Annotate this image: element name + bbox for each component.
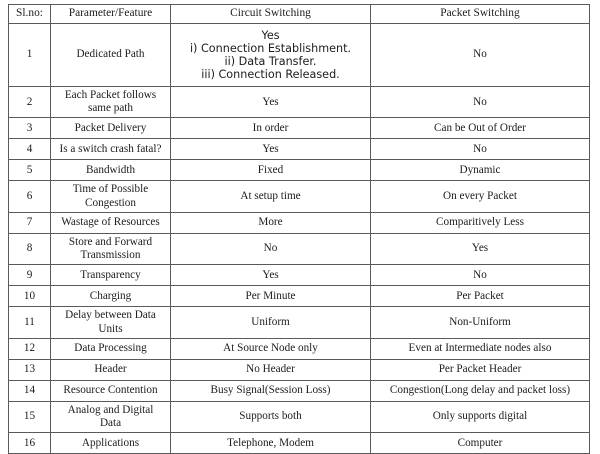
cell-parameter: Is a switch crash fatal? bbox=[51, 139, 171, 160]
cell-circuit-switching: Yes bbox=[171, 87, 371, 118]
cell-circuit-switching-line: i) Connection Establishment. bbox=[189, 41, 352, 55]
cell-circuit-switching: Uniform bbox=[171, 307, 371, 338]
cell-packet-switching: No bbox=[371, 139, 590, 160]
table-row bbox=[9, 286, 590, 307]
table-row bbox=[9, 139, 590, 160]
cell-circuit-switching: Supports both bbox=[171, 401, 371, 432]
cell-parameter: Charging bbox=[51, 286, 171, 307]
table-row bbox=[9, 359, 590, 380]
cell-packet-switching: Yes bbox=[371, 233, 590, 264]
table-row bbox=[9, 401, 590, 432]
cell-slno: 15 bbox=[9, 401, 51, 432]
cell-slno: 8 bbox=[9, 233, 51, 264]
cell-circuit-switching: In order bbox=[171, 118, 371, 139]
cell-circuit-switching: Busy Signal(Session Loss) bbox=[171, 380, 371, 401]
cell-parameter bbox=[51, 401, 171, 432]
cell-slno: 3 bbox=[9, 118, 51, 139]
cell-packet-switching: Congestion(Long delay and packet loss) bbox=[371, 380, 590, 401]
cell-parameter-line: Transmission bbox=[80, 249, 141, 262]
column-header-circuit-switching: Circuit Switching bbox=[171, 5, 371, 24]
cell-parameter-line: Time of Possible bbox=[72, 183, 149, 196]
cell-circuit-switching: No bbox=[171, 233, 371, 264]
table-row bbox=[9, 265, 590, 286]
cell-slno: 5 bbox=[9, 160, 51, 181]
table-header bbox=[9, 5, 590, 24]
cell-parameter: Applications bbox=[51, 433, 171, 454]
table-row bbox=[9, 338, 590, 359]
cell-parameter-line: same path bbox=[87, 102, 134, 115]
cell-circuit-switching-line: Yes bbox=[261, 28, 280, 42]
cell-circuit-switching: Per Minute bbox=[171, 286, 371, 307]
cell-parameter: Data Processing bbox=[51, 338, 171, 359]
table-row bbox=[9, 160, 590, 181]
cell-slno: 4 bbox=[9, 139, 51, 160]
table-row bbox=[9, 307, 590, 338]
cell-circuit-switching: No Header bbox=[171, 359, 371, 380]
cell-slno: 16 bbox=[9, 433, 51, 454]
cell-circuit-switching: More bbox=[171, 212, 371, 233]
cell-circuit-switching: Fixed bbox=[171, 160, 371, 181]
cell-slno: 2 bbox=[9, 87, 51, 118]
cell-parameter: Dedicated Path bbox=[51, 24, 171, 87]
cell-parameter: Transparency bbox=[51, 265, 171, 286]
table-header-row bbox=[9, 5, 590, 24]
cell-slno: 11 bbox=[9, 307, 51, 338]
table-row bbox=[9, 87, 590, 118]
cell-circuit-switching: Yes bbox=[171, 265, 371, 286]
table-row bbox=[9, 181, 590, 212]
cell-packet-switching: No bbox=[371, 24, 590, 87]
cell-parameter bbox=[51, 233, 171, 264]
cell-parameter-line: Analog and Digital bbox=[67, 403, 154, 416]
cell-packet-switching: Dynamic bbox=[371, 160, 590, 181]
cell-packet-switching: Comparitively Less bbox=[371, 212, 590, 233]
cell-circuit-switching bbox=[171, 24, 371, 87]
table-row bbox=[9, 433, 590, 454]
cell-packet-switching: Only supports digital bbox=[371, 401, 590, 432]
table-row bbox=[9, 233, 590, 264]
cell-parameter-line: Store and Forward bbox=[68, 235, 153, 248]
cell-slno: 1 bbox=[9, 24, 51, 87]
column-header-parameter: Parameter/Feature bbox=[51, 5, 171, 24]
cell-slno: 14 bbox=[9, 380, 51, 401]
cell-parameter: Header bbox=[51, 359, 171, 380]
cell-slno: 7 bbox=[9, 212, 51, 233]
cell-packet-switching: On every Packet bbox=[371, 181, 590, 212]
cell-parameter-line: Each Packet follows bbox=[64, 89, 157, 101]
cell-parameter-line: Congestion bbox=[85, 196, 136, 209]
cell-parameter bbox=[51, 307, 171, 338]
cell-circuit-switching: Yes bbox=[171, 139, 371, 160]
circuit-vs-packet-switching-table bbox=[8, 4, 590, 454]
cell-parameter-line: Data bbox=[99, 416, 122, 429]
table-row bbox=[9, 24, 590, 87]
cell-circuit-switching: Telephone, Modem bbox=[171, 433, 371, 454]
cell-parameter-line: Delay between Data bbox=[65, 309, 156, 322]
table-row bbox=[9, 212, 590, 233]
cell-parameter: Resource Contention bbox=[51, 380, 171, 401]
cell-circuit-switching-line: iii) Connection Released. bbox=[201, 68, 340, 82]
column-header-slno: Sl.no: bbox=[9, 5, 51, 24]
cell-packet-switching: Non-Uniform bbox=[371, 307, 590, 338]
cell-packet-switching: Per Packet Header bbox=[371, 359, 590, 380]
table-body bbox=[9, 24, 590, 454]
cell-packet-switching: No bbox=[371, 87, 590, 118]
cell-packet-switching: Even at Intermediate nodes also bbox=[371, 338, 590, 359]
cell-packet-switching: No bbox=[371, 265, 590, 286]
cell-packet-switching: Per Packet bbox=[371, 286, 590, 307]
cell-slno: 10 bbox=[9, 286, 51, 307]
cell-packet-switching: Computer bbox=[371, 433, 590, 454]
cell-slno: 13 bbox=[9, 359, 51, 380]
cell-parameter: Wastage of Resources bbox=[51, 212, 171, 233]
cell-circuit-switching: At setup time bbox=[171, 181, 371, 212]
cell-slno: 12 bbox=[9, 338, 51, 359]
table-row bbox=[9, 118, 590, 139]
cell-parameter bbox=[51, 181, 171, 212]
column-header-packet-switching: Packet Switching bbox=[371, 5, 590, 24]
cell-slno: 6 bbox=[9, 181, 51, 212]
cell-parameter-line: Units bbox=[98, 322, 123, 335]
cell-parameter: Packet Delivery bbox=[51, 118, 171, 139]
cell-parameter: Bandwidth bbox=[51, 160, 171, 181]
cell-circuit-switching: At Source Node only bbox=[171, 338, 371, 359]
cell-parameter bbox=[51, 87, 171, 118]
comparison-table-container bbox=[8, 4, 589, 454]
cell-slno: 9 bbox=[9, 265, 51, 286]
cell-circuit-switching-line: ii) Data Transfer. bbox=[224, 55, 317, 68]
table-row bbox=[9, 380, 590, 401]
cell-packet-switching: Can be Out of Order bbox=[371, 118, 590, 139]
